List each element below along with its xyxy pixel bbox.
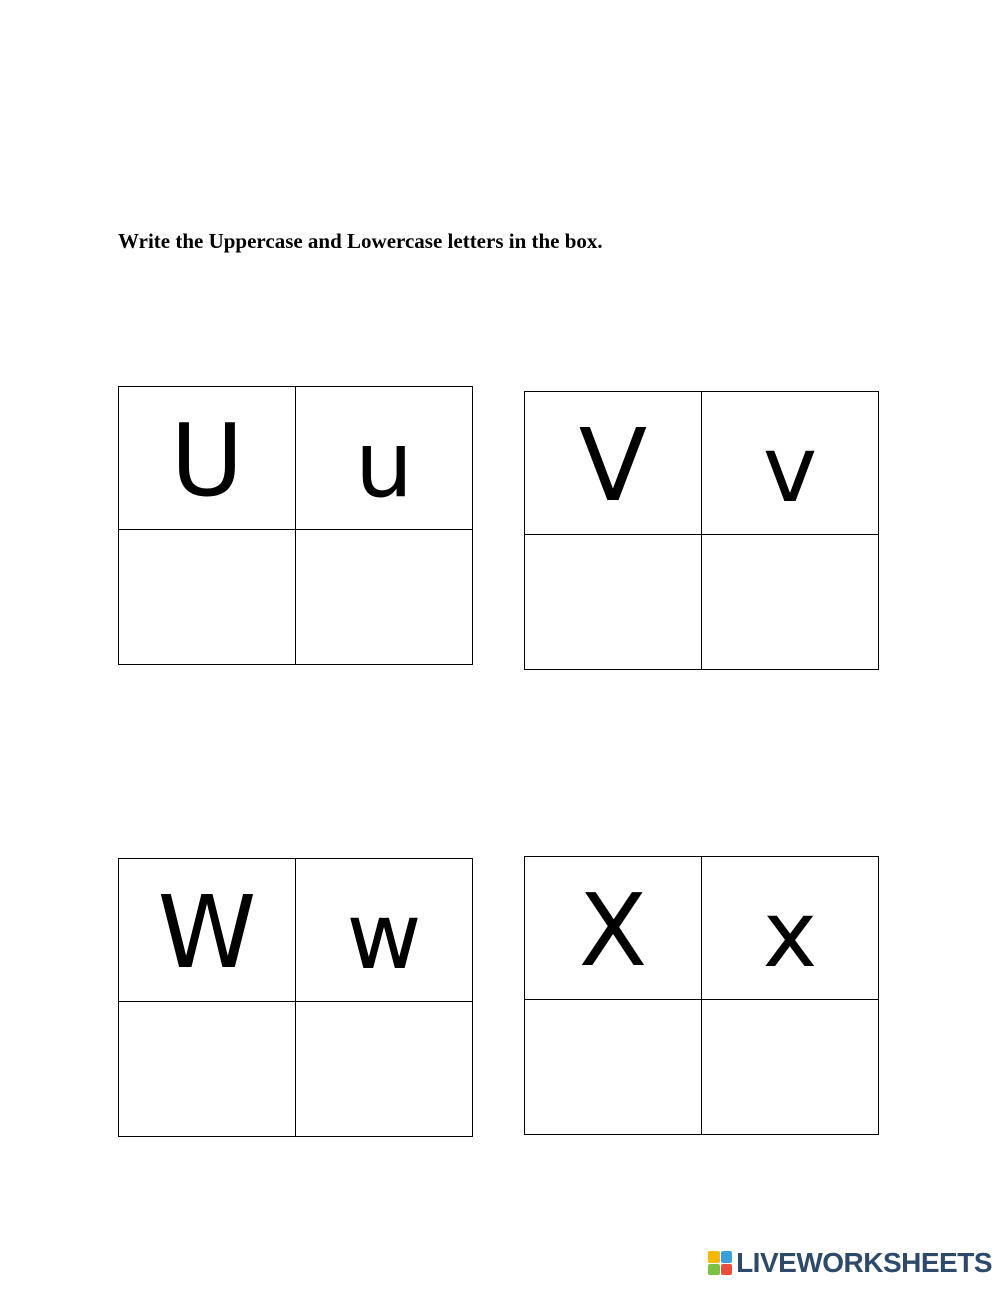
instruction-text: Write the Uppercase and Lowercase letters in the box. [118, 229, 603, 253]
lowercase-letter: v [762, 416, 818, 523]
lowercase-answer-box[interactable] [296, 1002, 472, 1136]
footer-brand[interactable] [708, 1249, 992, 1277]
uppercase-answer-box[interactable] [525, 1000, 702, 1134]
letter-box-u [118, 386, 473, 665]
uppercase-answer-box[interactable] [525, 535, 702, 669]
lowercase-cell [296, 387, 472, 530]
uppercase-answer-box[interactable] [119, 530, 296, 664]
lowercase-letter: u [354, 411, 414, 518]
logo-square [721, 1251, 733, 1263]
letter-box-v [524, 391, 879, 670]
logo-square [708, 1251, 720, 1263]
uppercase-letter: X [578, 872, 648, 989]
lowercase-answer-box[interactable] [296, 530, 472, 664]
uppercase-letter: U [170, 402, 244, 519]
lowercase-answer-box[interactable] [702, 535, 878, 669]
liveworksheets-logo-icon [708, 1251, 732, 1275]
letter-box-w [118, 858, 473, 1137]
logo-square [708, 1264, 720, 1276]
uppercase-cell [525, 392, 702, 535]
uppercase-letter: V [578, 407, 648, 524]
uppercase-cell [525, 857, 702, 1000]
uppercase-letter: W [157, 874, 257, 991]
letter-box-x [524, 856, 879, 1135]
brand-name: LIVEWORKSHEETS [736, 1247, 992, 1278]
lowercase-cell [296, 859, 472, 1002]
uppercase-answer-box[interactable] [119, 1002, 296, 1136]
lowercase-letter: x [762, 881, 818, 988]
lowercase-cell [702, 392, 878, 535]
lowercase-cell [702, 857, 878, 1000]
uppercase-cell [119, 387, 296, 530]
logo-square [721, 1264, 733, 1276]
uppercase-cell [119, 859, 296, 1002]
lowercase-letter: w [346, 883, 422, 990]
lowercase-answer-box[interactable] [702, 1000, 878, 1134]
